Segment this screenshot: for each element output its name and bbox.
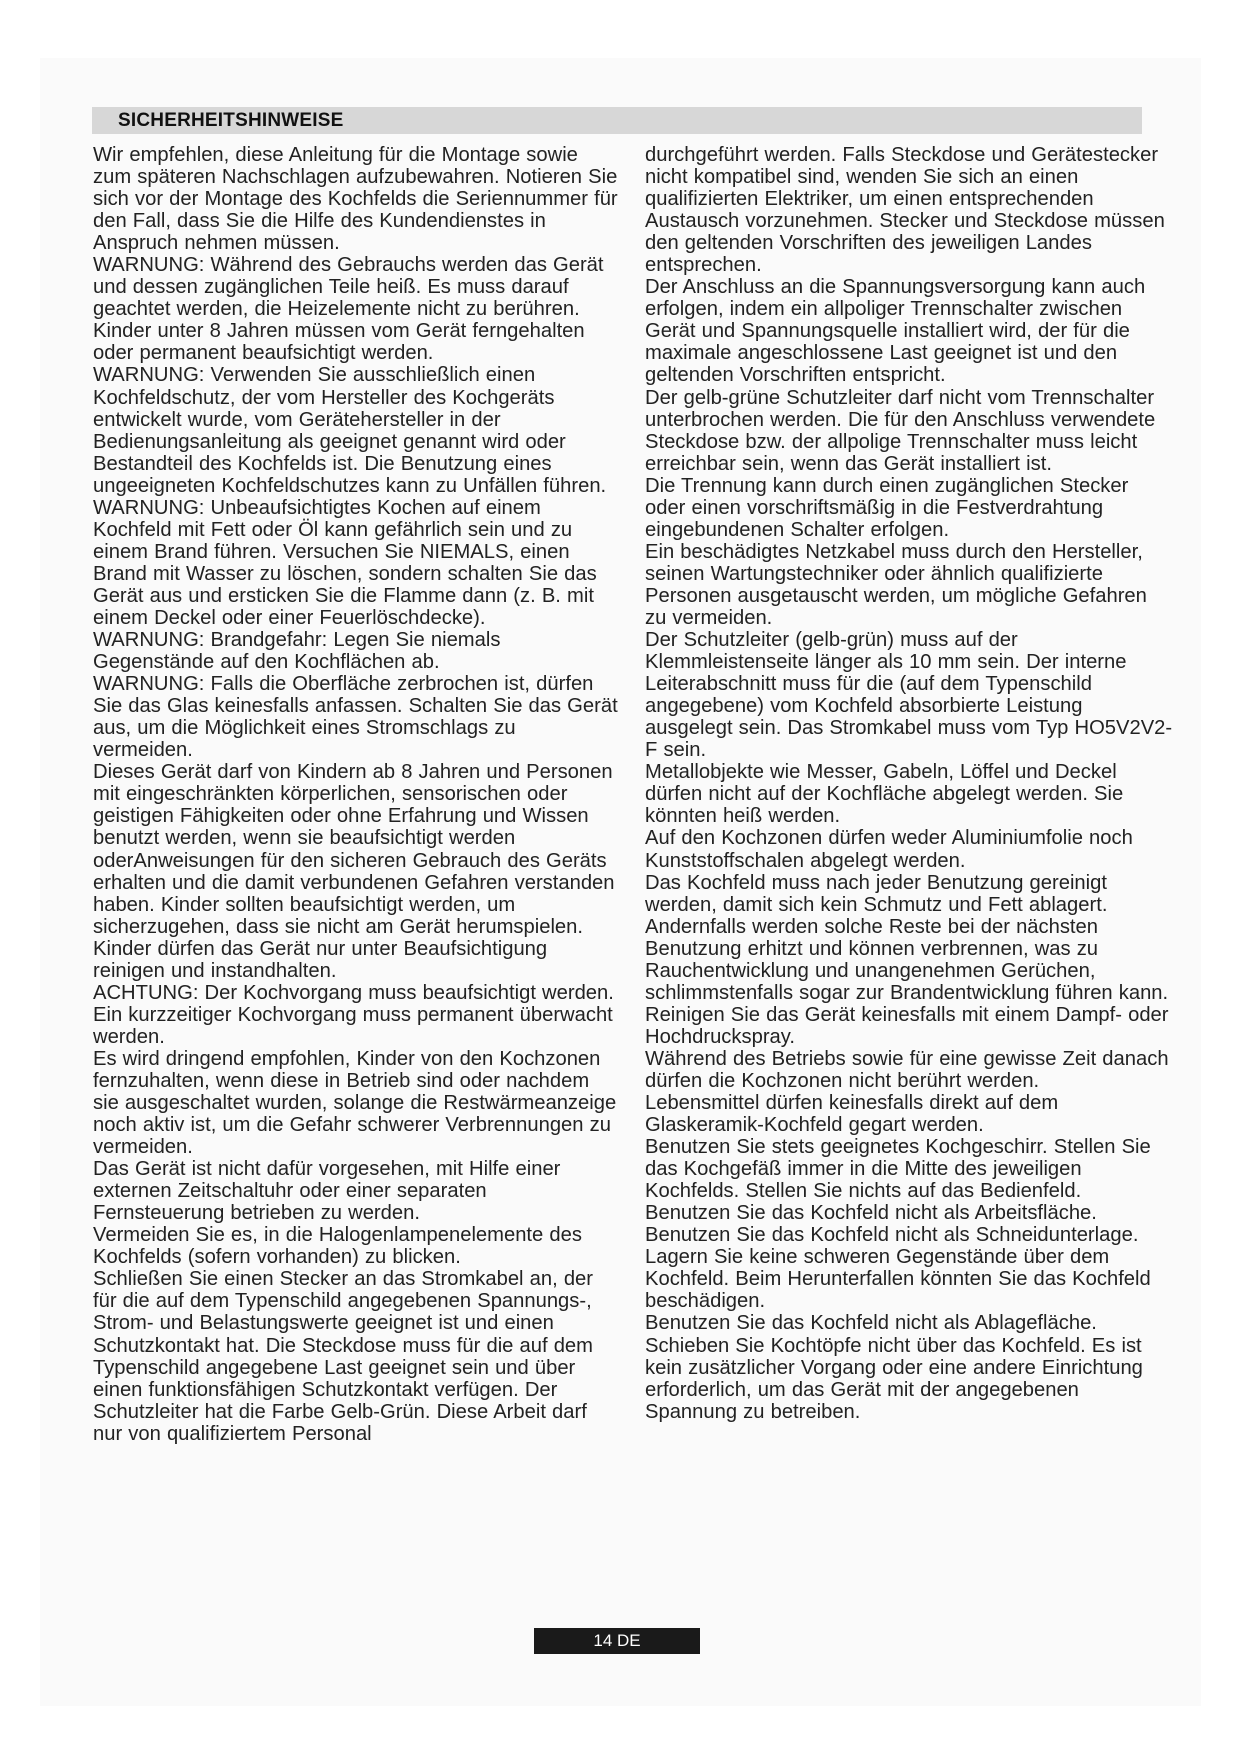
- paragraph: Der Schutzleiter (gelb-grün) muss auf der Klemmleistenseite länger als 10 mm sein. Der interne Leiterabschnitt muss für die (auf dem Typenschild angegebene) vom Kochfeld absorbierte Leistung ausgelegt sein. Das Stromkabel muss vom Typ HO5V2V2-F sein.: [645, 629, 1173, 762]
- right-column: [645, 144, 1173, 1423]
- paragraph: WARNUNG: Falls die Oberfläche zerbrochen ist, dürfen Sie das Glas keinesfalls anfassen. Schalten Sie das Gerät aus, um die Möglichkeit eines Stromschlags zu vermeiden.: [93, 673, 618, 762]
- paragraph: ACHTUNG: Der Kochvorgang muss beaufsichtigt werden. Ein kurzzeitiger Kochvorgang muss permanent überwacht werden.: [93, 981, 614, 1048]
- paragraph: Der gelb-grüne Schutzleiter darf nicht vom Trennschalter unterbrochen werden. Die für den Anschluss verwendete Steckdose bzw. der allpolige Trennschalter muss leicht erreichbar sein, wenn das Gerät installiert ist.: [645, 386, 1156, 475]
- page-number: 14 DE: [534, 1628, 700, 1654]
- paragraph: Reinigen Sie das Gerät keinesfalls mit einem Dampf- oder Hochdruckspray.: [645, 1003, 1169, 1048]
- paragraph: Die Trennung kann durch einen zugänglichen Stecker oder einen vorschriftsmäßig in die Festverdrahtung eingebundenen Schalter erfolgen.: [645, 474, 1129, 541]
- paragraph: Benutzen Sie stets geeignetes Kochgeschirr. Stellen Sie das Kochgefäß immer in die Mitte des jeweiligen Kochfelds. Stellen Sie nichts auf das Bedienfeld.: [645, 1136, 1151, 1203]
- section-title: SICHERHEITSHINWEISE: [118, 110, 344, 131]
- paragraph: Lagern Sie keine schweren Gegenstände über dem Kochfeld. Beim Herunterfallen könnten Sie das Kochfeld beschädigen.: [645, 1246, 1151, 1313]
- paragraph: Dieses Gerät darf von Kindern ab 8 Jahren und Personen mit eingeschränkten körperlichen, sensorischen oder geistigen Fähigkeiten oder ohne Erfahrung und Wissen benutzt werden, wenn sie beaufsichtigt werden oderAnweisungen für den sicheren Gebrauch des Geräts erhalten und die damit verbundenen Gefahren verstanden haben. Kinder sollten beaufsichtigt werden, um sicherzugehen, dass sie nicht am Gerät herumspielen. Kinder dürfen das Gerät nur unter Beaufsichtigung reinigen und instandhalten.: [93, 761, 615, 982]
- paragraph: Wir empfehlen, diese Anleitung für die Montage sowie zum späteren Nachschlagen aufzubewahren. Notieren Sie sich vor der Montage des Kochfelds die Seriennummer für den Fall, dass Sie die Hilfe des Kundendienstes in Anspruch nehmen müssen.: [93, 144, 618, 255]
- paragraph: WARNUNG: Während des Gebrauchs werden das Gerät und dessen zugänglichen Teile heiß. Es muss darauf geachtet werden, die Heizelemente nicht zu berühren. Kinder unter 8 Jahren müssen vom Gerät ferngehalten oder permanent beaufsichtigt werden.: [93, 254, 604, 365]
- paragraph: Der Anschluss an die Spannungsversorgung kann auch erfolgen, indem ein allpoliger Trennschalter zwischen Gerät und Spannungsquelle installiert wird, der für die maximale angeschlossene Last geeignet ist und den geltenden Vorschriften entspricht.: [645, 276, 1146, 387]
- paragraph: Während des Betriebs sowie für eine gewisse Zeit danach dürfen die Kochzonen nicht berührt werden.: [645, 1047, 1169, 1092]
- paragraph: Schließen Sie einen Stecker an das Stromkabel an, der für die auf dem Typenschild angegebenen Spannungs-, Strom- und Belastungswerte geeignet ist und einen Schutzkontakt hat. Die Steckdose muss für die auf dem Typenschild angegebene Last geeignet sein und über einen funktionsfähigen Schutzkontakt verfügen. Der Schutzleiter hat die Farbe Gelb-Grün. Diese Arbeit darf nur von qualifiziertem Personal: [93, 1268, 593, 1445]
- paragraph: WARNUNG: Brandgefahr: Legen Sie niemals Gegenstände auf den Kochflächen ab.: [93, 629, 501, 674]
- paragraph: Benutzen Sie das Kochfeld nicht als Ablagefläche.: [645, 1312, 1097, 1335]
- left-column: [93, 144, 621, 1445]
- paragraph: WARNUNG: Unbeaufsichtigtes Kochen auf einem Kochfeld mit Fett oder Öl kann gefährlich sein und zu einem Brand führen. Versuchen Sie NIEMALS, einen Brand mit Wasser zu löschen, sondern schalten Sie das Gerät aus und ersticken Sie die Flamme dann (z. B. mit einem Deckel oder einer Feuerlöschdecke).: [93, 496, 597, 629]
- paragraph: Schieben Sie Kochtöpfe nicht über das Kochfeld. Es ist kein zusätzlicher Vorgang oder eine andere Einrichtung erforderlich, um das Gerät mit der angegebenen Spannung zu betreiben.: [645, 1334, 1143, 1423]
- paragraph: Es wird dringend empfohlen, Kinder von den Kochzonen fernzuhalten, wenn diese in Betrieb sind oder nachdem sie ausgeschaltet wurden, solange die Restwärmeanzeige noch aktiv ist, um die Gefahr schwerer Verbrennungen zu vermeiden.: [93, 1047, 617, 1159]
- paragraph: Benutzen Sie das Kochfeld nicht als Arbeitsfläche.: [645, 1202, 1097, 1225]
- paragraph: Ein beschädigtes Netzkabel muss durch den Hersteller, seinen Wartungstechniker oder ähnlich qualifizierte Personen ausgetauscht werden, um mögliche Gefahren zu vermeiden.: [645, 540, 1147, 629]
- paragraph: Auf den Kochzonen dürfen weder Aluminiumfolie noch Kunststoffschalen abgelegt werden.: [645, 827, 1133, 872]
- paragraph: Benutzen Sie das Kochfeld nicht als Schneidunterlage.: [645, 1224, 1139, 1247]
- paragraph: WARNUNG: Verwenden Sie ausschließlich einen Kochfeldschutz, der vom Hersteller des Kochgeräts entwickelt wurde, vom Gerätehersteller in der Bedienungsanleitung als geeignet genannt wird oder Bestandteil des Kochfelds ist. Die Benutzung eines ungeeigneten Kochfeldschutzes kann zu Unfällen führen.: [93, 364, 607, 497]
- paragraph: durchgeführt werden. Falls Steckdose und Gerätestecker nicht kompatibel sind, wenden Sie sich an einen qualifizierten Elektriker, um einen entsprechenden Austausch vorzunehmen. Stecker und Steckdose müssen den geltenden Vorschriften des jeweiligen Landes entsprechen.: [645, 144, 1165, 277]
- paragraph: Lebensmittel dürfen keinesfalls direkt auf dem Glaskeramik-Kochfeld gegart werden.: [645, 1092, 1059, 1137]
- paragraph: Metallobjekte wie Messer, Gabeln, Löffel und Deckel dürfen nicht auf der Kochfläche abgelegt werden. Sie könnten heiß werden.: [645, 761, 1124, 828]
- paragraph: Das Kochfeld muss nach jeder Benutzung gereinigt werden, damit sich kein Schmutz und Fett ablagert. Andernfalls werden solche Reste bei der nächsten Benutzung erhitzt und können verbrennen, was zu Rauchentwicklung und unangenehmen Gerüchen, schlimmstenfalls sogar zur Brandentwicklung führen kann.: [645, 871, 1169, 1004]
- paragraph: Das Gerät ist nicht dafür vorgesehen, mit Hilfe einer externen Zeitschaltuhr oder einer separaten Fernsteuerung betrieben zu werden.: [93, 1158, 561, 1225]
- section-header: [92, 107, 1142, 134]
- paragraph: Vermeiden Sie es, in die Halogenlampenelemente des Kochfelds (sofern vorhanden) zu blicken.: [93, 1224, 582, 1269]
